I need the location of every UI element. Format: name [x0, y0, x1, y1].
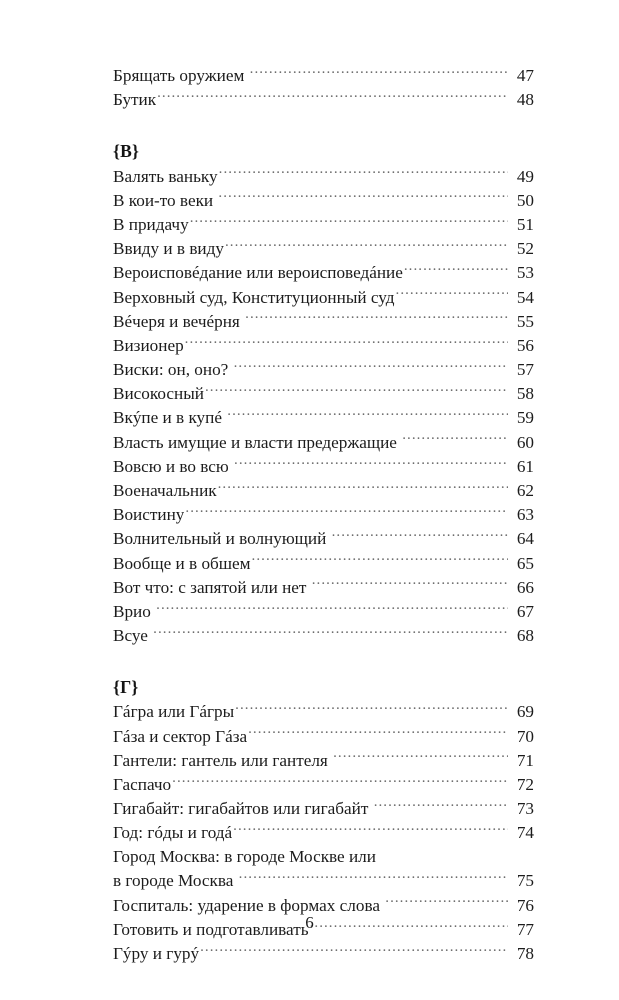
toc-entry[interactable]: [113, 942, 534, 966]
toc-entry-page-number: 54: [516, 287, 534, 307]
toc-dot-leader: [157, 88, 508, 105]
toc-dot-leader: [218, 479, 508, 496]
toc-dot-leader: [234, 358, 508, 375]
toc-entry-title: Гантели: гантель или гантеля: [113, 750, 328, 770]
toc-entry-page-number: 69: [516, 702, 534, 722]
toc-dot-leader: [239, 869, 508, 886]
toc-entry-page-number: 72: [516, 774, 534, 794]
toc-entry[interactable]: [113, 869, 534, 893]
toc-entry[interactable]: [113, 189, 534, 213]
toc-entry-title: Визионер: [113, 335, 184, 355]
toc-entry-title: Всуе: [113, 626, 148, 646]
toc-entry-page-number: 56: [516, 335, 534, 355]
toc-entry[interactable]: [113, 64, 534, 88]
toc-dot-leader: [185, 503, 508, 520]
toc-entry[interactable]: [113, 749, 534, 773]
toc-dot-leader: [225, 237, 508, 254]
toc-entry-page-number: 73: [516, 799, 534, 819]
toc-entry-title: Год: гóды и годá: [113, 823, 233, 843]
toc-entry-page-number: 66: [516, 577, 534, 597]
toc-entry-page-number: 48: [516, 90, 534, 110]
toc-dot-leader: [312, 576, 508, 593]
toc-dot-leader: [332, 527, 508, 544]
toc-entry-title: Брящать оружием: [113, 66, 245, 86]
toc-entry-page-number: 68: [516, 626, 534, 646]
toc-dot-leader: [190, 213, 508, 230]
toc-entry-title: Вкýпе и в купé: [113, 408, 222, 428]
toc-dot-leader: [200, 942, 508, 959]
table-of-contents: [113, 64, 534, 966]
toc-dot-leader: [172, 773, 508, 790]
toc-entry-title: Ввиду и в виду: [113, 239, 224, 259]
toc-entry-title: в городе Москва: [113, 871, 234, 891]
toc-entry-page-number: 60: [516, 432, 534, 452]
toc-dot-leader: [374, 797, 508, 814]
toc-entry-title: Вообще и в обшем: [113, 553, 251, 573]
toc-entry[interactable]: [113, 285, 534, 309]
toc-entry[interactable]: [113, 261, 534, 285]
toc-dot-leader: [245, 310, 508, 327]
toc-entry-title: Валять ваньку: [113, 166, 218, 186]
toc-entry-page-number: 78: [516, 944, 534, 963]
toc-entry[interactable]: [113, 551, 534, 575]
toc-entry-title: Вероисповéдание или вероисповедáние: [113, 263, 403, 283]
toc-entry[interactable]: [113, 624, 534, 648]
toc-entry[interactable]: [113, 88, 534, 112]
toc-entry-page-number: 50: [516, 190, 534, 210]
toc-dot-leader: [404, 261, 508, 278]
toc-entry-page-number: 70: [516, 726, 534, 746]
toc-dot-leader: [252, 551, 508, 568]
toc-entry-title: Гýру и гурý: [113, 944, 200, 963]
toc-dot-leader: [219, 164, 508, 181]
toc-entry[interactable]: [113, 821, 534, 845]
toc-dot-leader: [396, 285, 508, 302]
toc-entry[interactable]: [113, 310, 534, 334]
toc-entry-page-number: 77: [516, 919, 534, 939]
toc-entry-page-number: 75: [516, 871, 534, 891]
toc-entry-page-number: 53: [516, 263, 534, 283]
toc-entry[interactable]: [113, 334, 534, 358]
toc-entry-page-number: 51: [516, 214, 534, 234]
toc-dot-leader: [250, 64, 508, 81]
toc-entry-title: Военачальник: [113, 481, 217, 500]
toc-entry[interactable]: [113, 164, 534, 188]
toc-dot-leader: [402, 430, 508, 447]
toc-dot-leader: [235, 700, 508, 717]
toc-entry-page-number: 58: [516, 384, 534, 404]
toc-entry-title: Вéчеря и вечéрня: [113, 311, 240, 331]
toc-entry-page-number: 76: [516, 895, 534, 915]
toc-entry[interactable]: [113, 724, 534, 748]
toc-dot-leader: [233, 821, 508, 838]
toc-entry[interactable]: [113, 479, 534, 503]
page-folio-number: 6: [305, 913, 314, 932]
toc-entry-title: Високосный: [113, 384, 204, 404]
toc-entry-title: Бутик: [113, 90, 157, 110]
toc-dot-leader: [333, 749, 508, 766]
toc-entry-title: Госпиталь: ударение в формах слова: [113, 895, 380, 915]
toc-entry-page-number: 61: [516, 456, 534, 476]
toc-entry-title-line1: Город Москва: в городе Москве или: [113, 847, 376, 867]
toc-entry-page-number: 71: [516, 750, 534, 770]
toc-entry-title: В кои-то веки: [113, 190, 214, 210]
toc-dot-leader: [205, 382, 508, 399]
toc-entry-title: Власть имущие и власти предержащие: [113, 432, 397, 452]
toc-entry[interactable]: [113, 358, 534, 382]
toc-entry-title: В придачу: [113, 214, 189, 234]
toc-dot-leader: [153, 624, 508, 641]
toc-entry-page-number: 64: [516, 529, 534, 549]
toc-entry-title: Вовсю и во всю: [113, 456, 229, 476]
toc-entry-title: Верховный суд, Конституционный суд: [113, 287, 395, 307]
section-letter-heading: {Г}: [113, 677, 139, 698]
toc-entry[interactable]: [113, 455, 534, 479]
toc-entry-page-number: 52: [516, 239, 534, 259]
section-letter-heading: {В}: [113, 141, 140, 162]
toc-entry[interactable]: [113, 406, 534, 430]
toc-entry[interactable]: [113, 430, 534, 454]
toc-entry[interactable]: [113, 527, 534, 551]
toc-entry-title: Воистину: [113, 505, 185, 525]
toc-dot-leader: [227, 406, 508, 423]
toc-entry[interactable]: [113, 797, 534, 821]
toc-dot-leader: [218, 189, 508, 206]
toc-entry-page-number: 65: [516, 553, 534, 573]
toc-entry[interactable]: [113, 237, 534, 261]
toc-entry-page-number: 74: [516, 823, 534, 843]
toc-dot-leader: [156, 600, 508, 617]
toc-dot-leader: [234, 455, 508, 472]
toc-entry[interactable]: [113, 213, 534, 237]
toc-entry-page-number: 47: [516, 66, 534, 86]
toc-entry-title: Виски: он, оно?: [113, 360, 229, 380]
toc-entry-title: Врио: [113, 601, 151, 621]
toc-entry[interactable]: [113, 503, 534, 527]
toc-entry-title: Волнительный и волнующий: [113, 529, 327, 549]
toc-entry-title: Гигабайт: гигабайтов или гигабайт: [113, 799, 369, 819]
toc-entry-title: Гáза и сектор Гáза: [113, 726, 248, 746]
toc-dot-leader: [385, 893, 508, 910]
toc-entry-title: Вот что: с запятой или нет: [113, 577, 307, 597]
toc-entry[interactable]: [113, 576, 534, 600]
toc-entry-page-number: 55: [516, 311, 534, 331]
toc-entry[interactable]: [113, 773, 534, 797]
toc-entry-title: Гáгра или Гáгры: [113, 702, 235, 722]
toc-entry-page-number: 57: [516, 360, 534, 380]
toc-entry-page-number: 67: [516, 601, 534, 621]
toc-entry[interactable]: [113, 382, 534, 406]
toc-dot-leader: [248, 724, 508, 741]
toc-dot-leader: [185, 334, 508, 351]
toc-entry-title: Гаспачо: [113, 774, 172, 794]
toc-entry[interactable]: [113, 700, 534, 724]
toc-entry-page-number: 49: [516, 166, 534, 186]
toc-entry-title: Готовить и подготавливать: [113, 919, 309, 939]
toc-entry-page-number: 59: [516, 408, 534, 428]
toc-entry-page-number: 63: [516, 505, 534, 525]
toc-entry-page-number: 62: [516, 481, 534, 500]
toc-entry[interactable]: [113, 600, 534, 624]
